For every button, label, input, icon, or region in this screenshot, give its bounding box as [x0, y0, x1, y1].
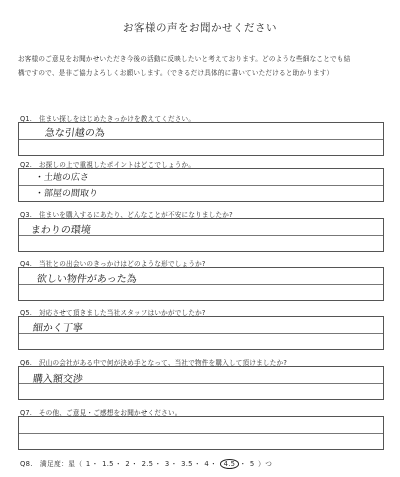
question-7-label: Q7. その他、ご意見・ご感想をお聞かせください。 [20, 409, 182, 417]
intro-line-2: 構ですので、是非ご協力よろしくお願いします。（できるだけ具体的に書いていただけると助かります） [18, 69, 334, 77]
rating-option: 5 [249, 460, 255, 468]
rating-option: 4 [204, 460, 210, 468]
question-5-answer-box [18, 316, 384, 350]
rating-option: 3 [164, 460, 170, 468]
question-2-label: Q2. お探しの上で重視したポイントはどこでしょうか。 [20, 161, 196, 169]
rating-option: 2.5 [141, 460, 154, 468]
rating-option: 1 [85, 460, 91, 468]
question-6-label: Q6. 沢山の会社がある中で何が決め手となって、当社で物件を購入して頂けましたか? [20, 359, 288, 367]
question-8-suffix: ）つ [257, 460, 273, 468]
question-8-satisfaction [20, 458, 272, 469]
question-8-prefix: Q8. 満足度：星（ [20, 460, 83, 468]
rating-option-selected: 4.5 [220, 459, 240, 469]
question-7-answer-box [18, 416, 384, 450]
question-6-answer-box [18, 366, 384, 400]
question-5-answer: 細かく丁寧 [32, 323, 84, 334]
rating-option: 3.5 [181, 460, 193, 468]
question-1-answer: 急な引越の為 [44, 128, 106, 139]
rating-option: 1.5 [102, 460, 114, 468]
question-4-label: Q4. 当社との出会いのきっかけはどのような形でしょうか? [20, 260, 206, 268]
rating-separator: ・ [154, 460, 162, 468]
question-2-answer-1: ・土地の広さ [34, 173, 90, 183]
intro-line-1: お客様のご意見をお聞かせいただき今後の活動に反映したいと考えております。どのような些細なことでも結 [18, 55, 351, 63]
question-3-answer-box [18, 218, 384, 252]
rating-separator: ・ [114, 460, 122, 468]
rating-separator: ・ [239, 460, 247, 468]
question-2-answer-2: ・部屋の間取り [34, 189, 99, 199]
answer-line [19, 433, 383, 434]
question-4-answer-box [18, 267, 384, 301]
rating-separator: ・ [131, 460, 139, 468]
question-3-answer: まわりの環境 [30, 225, 92, 236]
intro-text [18, 52, 386, 80]
rating-option: 2 [125, 460, 131, 468]
question-4-answer: 欲しい物件があった為 [36, 274, 138, 285]
answer-line [19, 139, 383, 140]
question-1-answer-box [18, 122, 384, 156]
question-1-label: Q1. 住まい探しをはじめたきっかけを教えてください。 [20, 115, 196, 123]
question-2-answer-box [18, 168, 384, 202]
rating-separator: ・ [193, 460, 201, 468]
rating-separator: ・ [170, 460, 178, 468]
rating-separator: ・ [210, 460, 218, 468]
question-5-label: Q5. 対応させて頂きました当社スタッフはいかがでしたか? [20, 309, 206, 317]
question-3-label: Q3. 住まいを購入するにあたり、どんなことが不安になりましたか? [20, 211, 233, 219]
page-title: お客様の声をお聞かせください [123, 22, 277, 34]
rating-separator: ・ [91, 460, 99, 468]
question-6-answer: 購入額交渉 [32, 374, 84, 385]
